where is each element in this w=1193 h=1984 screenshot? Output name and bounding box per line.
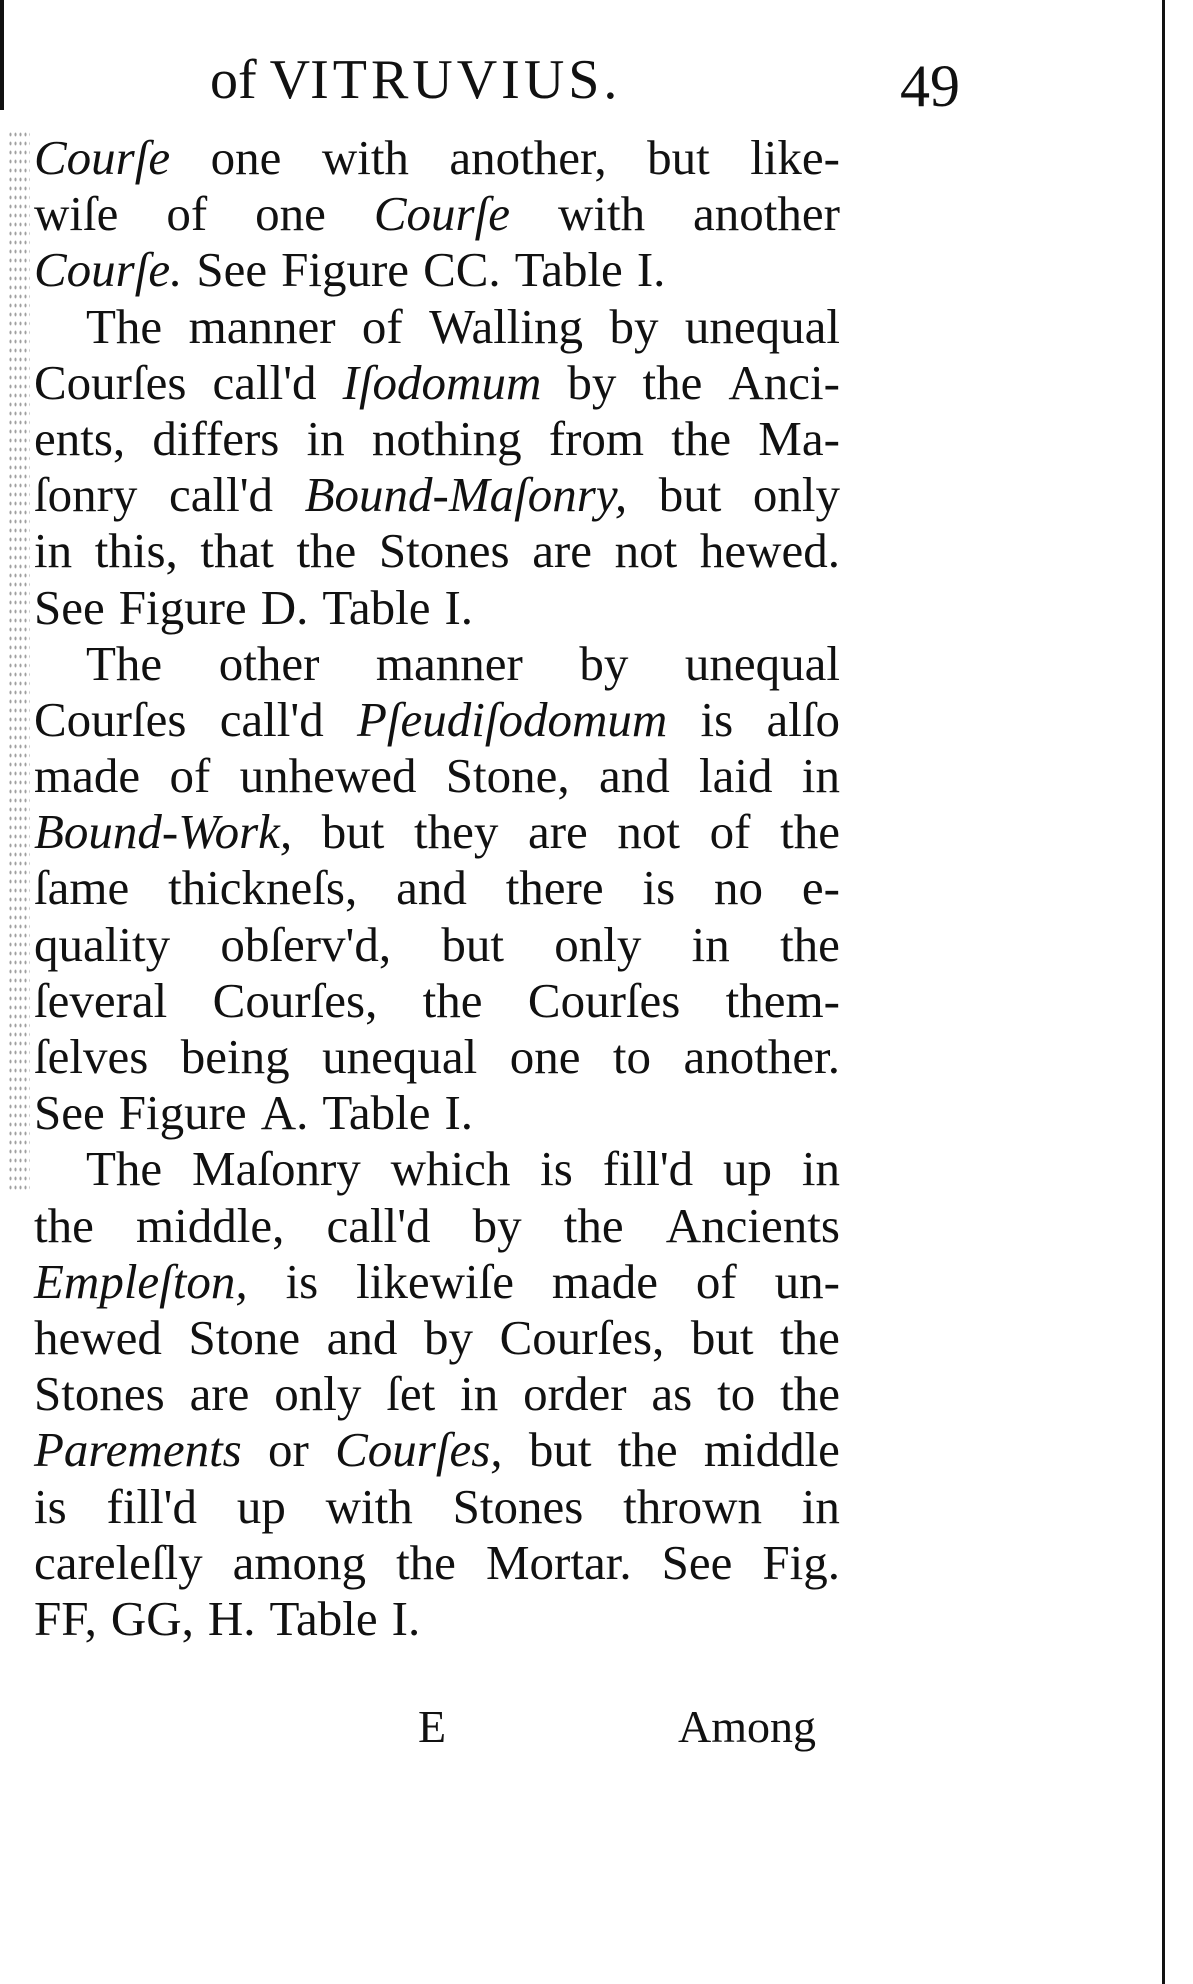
page-edge-left	[0, 0, 4, 110]
text-line	[34, 1535, 840, 1591]
word: Stones	[452, 1478, 584, 1534]
word: and	[396, 860, 467, 916]
word: is	[285, 1253, 319, 1309]
word: only	[274, 1366, 362, 1422]
word: the	[422, 972, 483, 1028]
word: the	[780, 1366, 840, 1422]
text-line	[34, 917, 840, 973]
word: I.	[636, 242, 666, 298]
word: one	[255, 186, 326, 242]
word: up	[236, 1478, 286, 1534]
text-line	[34, 1029, 840, 1085]
word: is	[34, 1478, 67, 1534]
text-line	[34, 692, 840, 748]
word: ents,	[34, 410, 126, 466]
word: See	[34, 1085, 105, 1141]
scan-speckle-margin	[8, 130, 30, 1190]
word: fill'd	[106, 1478, 198, 1534]
word: ſame	[34, 860, 130, 916]
text-line	[34, 411, 840, 467]
word: the	[563, 1197, 624, 1253]
word: not	[614, 523, 678, 579]
page-number: 49	[900, 53, 960, 119]
word: See	[661, 1534, 733, 1590]
word: from	[548, 410, 645, 466]
word: as	[651, 1366, 693, 1422]
body-text	[34, 130, 840, 1647]
word: is	[540, 1141, 573, 1197]
word: ſet	[386, 1366, 436, 1422]
word: to	[612, 1029, 652, 1084]
word: there	[505, 860, 604, 916]
word: The	[86, 298, 163, 354]
word: Table	[322, 1085, 431, 1141]
word: fill'd	[602, 1141, 694, 1197]
running-head-title	[210, 40, 621, 120]
text-line	[34, 804, 840, 860]
text-line	[34, 355, 840, 411]
word: obſerv'd,	[220, 916, 392, 972]
text-line	[34, 636, 840, 692]
word: Anci-	[728, 354, 840, 410]
running-head	[200, 40, 960, 130]
word: ſonry	[34, 467, 138, 523]
word: the	[642, 354, 703, 410]
word: Stone,	[445, 748, 570, 804]
word: not	[617, 804, 681, 860]
word: another.	[683, 1029, 840, 1084]
word: Stones	[34, 1366, 165, 1422]
title-small-caps: ITRUVIUS.	[310, 49, 622, 111]
word: See	[34, 579, 105, 635]
word: See	[196, 242, 268, 298]
word: Figure	[118, 579, 247, 635]
word: Table	[514, 242, 623, 298]
word: are	[189, 1366, 250, 1422]
word: the	[296, 523, 357, 579]
word: manner	[375, 635, 523, 691]
word: call'd	[219, 691, 324, 747]
word: Courſe	[373, 186, 510, 242]
word: Courſes	[34, 691, 187, 747]
catchword: Among	[678, 1701, 816, 1752]
word: by	[567, 354, 617, 410]
word: but	[647, 130, 710, 185]
word: Table	[322, 579, 431, 635]
word: the	[671, 410, 732, 466]
word: and	[598, 748, 670, 804]
word: the	[780, 1309, 840, 1365]
word: thickneſs,	[168, 860, 358, 916]
word: middle	[703, 1422, 840, 1478]
text-line	[34, 1422, 840, 1478]
word: hewed.	[699, 523, 840, 579]
word: by	[579, 635, 629, 691]
word: call'd	[168, 467, 274, 523]
word: one	[210, 130, 282, 185]
word: Walling	[429, 298, 584, 354]
word: them-	[725, 972, 840, 1028]
word: Courſe.	[34, 242, 183, 298]
word: D.	[260, 579, 309, 635]
word: wiſe	[34, 186, 119, 242]
text-line	[34, 130, 840, 186]
word: call'd	[212, 354, 317, 410]
word: The	[86, 635, 163, 691]
text-line	[34, 748, 840, 804]
word: the	[780, 916, 840, 972]
word: I.	[444, 1085, 474, 1141]
word: Courſes,	[499, 1309, 665, 1365]
word: The	[86, 1141, 163, 1197]
word: are	[532, 523, 593, 579]
word: but	[658, 467, 722, 523]
word: GG,	[110, 1590, 194, 1646]
word: being	[180, 1029, 290, 1084]
word: no	[714, 860, 763, 916]
word: Bound-Maſonry,	[304, 467, 628, 523]
text-line	[34, 1198, 840, 1254]
word: other	[218, 635, 320, 691]
word: with	[321, 130, 409, 185]
word: Empleſton,	[34, 1253, 248, 1309]
word: Courſes	[527, 972, 681, 1028]
word: ſeveral	[34, 972, 168, 1028]
word: ſelves	[34, 1029, 149, 1084]
word: Stones	[378, 523, 510, 579]
word: and	[326, 1309, 398, 1365]
word: but	[528, 1422, 592, 1478]
word: by	[609, 298, 659, 354]
word: Pſeudiſodomum	[357, 691, 668, 747]
word: e-	[801, 860, 840, 916]
word: call'd	[326, 1197, 431, 1253]
word: in	[801, 1141, 840, 1197]
word: but	[441, 916, 505, 972]
word: Courſes,	[212, 972, 378, 1028]
word: among	[232, 1534, 367, 1590]
title-prefix: of	[210, 49, 270, 111]
word: made	[34, 748, 141, 804]
word: middle,	[136, 1197, 285, 1253]
word: with	[557, 186, 646, 242]
word: manner	[188, 298, 336, 354]
word: the	[617, 1422, 678, 1478]
word: is	[700, 691, 734, 747]
word: by	[472, 1197, 522, 1253]
word: only	[752, 467, 840, 523]
text-line	[34, 1366, 840, 1422]
word: of	[166, 186, 208, 242]
word: or	[268, 1422, 309, 1478]
word: nothing	[371, 410, 522, 466]
text-line	[34, 1085, 840, 1141]
word: Iſodomum	[342, 354, 542, 410]
footer-line	[0, 1700, 1193, 1770]
text-line	[34, 1479, 840, 1535]
text-line	[34, 580, 840, 636]
word: that	[200, 523, 274, 579]
word: unequal	[684, 298, 840, 354]
word: are	[527, 804, 588, 860]
word: Stone	[188, 1309, 301, 1365]
word: unequal	[322, 1029, 478, 1084]
word: only	[554, 916, 642, 972]
word: in	[801, 748, 840, 804]
word: in	[691, 916, 730, 972]
text-line	[34, 467, 840, 523]
word: another,	[449, 130, 607, 185]
word: Fig.	[762, 1534, 840, 1590]
word: Courſe	[34, 130, 171, 185]
word: in	[460, 1366, 499, 1422]
word: they	[413, 804, 499, 860]
word: of	[169, 748, 211, 804]
signature-mark: E	[418, 1701, 447, 1752]
word: Maſonry	[192, 1141, 361, 1197]
page-edge-right	[1162, 0, 1165, 1984]
word: Ancients	[665, 1197, 840, 1253]
word: with	[325, 1478, 413, 1534]
word: one	[509, 1029, 581, 1084]
word: order	[523, 1366, 627, 1422]
word: alſo	[766, 691, 840, 747]
word: differs	[152, 410, 280, 466]
word: this,	[94, 523, 178, 579]
word: of	[709, 804, 751, 860]
text-line	[34, 242, 840, 298]
word: Courſes	[34, 354, 187, 410]
word: Mortar.	[485, 1534, 632, 1590]
word: another	[693, 186, 840, 242]
word: the	[34, 1197, 94, 1253]
word: A.	[260, 1085, 309, 1141]
word: in	[34, 523, 73, 579]
word: is	[642, 860, 676, 916]
text-line	[34, 1141, 840, 1197]
word: careleſly	[34, 1534, 203, 1590]
word: likewiſe	[356, 1253, 514, 1309]
text-line	[34, 1254, 840, 1310]
word: Ma-	[758, 410, 840, 466]
word: but	[321, 804, 385, 860]
word: Figure	[118, 1085, 247, 1141]
word: Table	[269, 1590, 378, 1646]
word: Parements	[34, 1422, 242, 1478]
word: which	[390, 1141, 511, 1197]
word: like-	[750, 130, 840, 185]
word: un-	[774, 1253, 840, 1309]
word: but	[690, 1309, 754, 1365]
word: hewed	[34, 1309, 162, 1365]
word: the	[396, 1534, 456, 1590]
word: unhewed	[239, 748, 417, 804]
word: in	[801, 1478, 840, 1534]
word: up	[723, 1141, 773, 1197]
word: the	[780, 804, 840, 860]
word: in	[306, 410, 345, 466]
word: Courſes,	[335, 1422, 503, 1478]
word: to	[717, 1366, 756, 1422]
text-line	[34, 860, 840, 916]
word: by	[424, 1309, 473, 1365]
word: H.	[207, 1590, 256, 1646]
word: laid	[699, 748, 773, 804]
word: I.	[444, 579, 474, 635]
word: Figure	[281, 242, 410, 298]
text-line	[34, 1310, 840, 1366]
word: quality	[34, 916, 171, 972]
text-line	[34, 299, 840, 355]
text-line	[34, 1591, 840, 1647]
word: of	[361, 298, 403, 354]
text-line	[34, 973, 840, 1029]
title-initial-capital: V	[269, 49, 311, 111]
word: thrown	[623, 1478, 762, 1534]
word: of	[695, 1253, 737, 1309]
word: made	[551, 1253, 658, 1309]
word: FF,	[34, 1590, 97, 1646]
text-line	[34, 186, 840, 242]
text-line	[34, 523, 840, 579]
word: CC.	[423, 242, 501, 298]
word: Bound-Work,	[34, 804, 293, 860]
word: unequal	[684, 635, 840, 691]
word: I.	[391, 1590, 421, 1646]
